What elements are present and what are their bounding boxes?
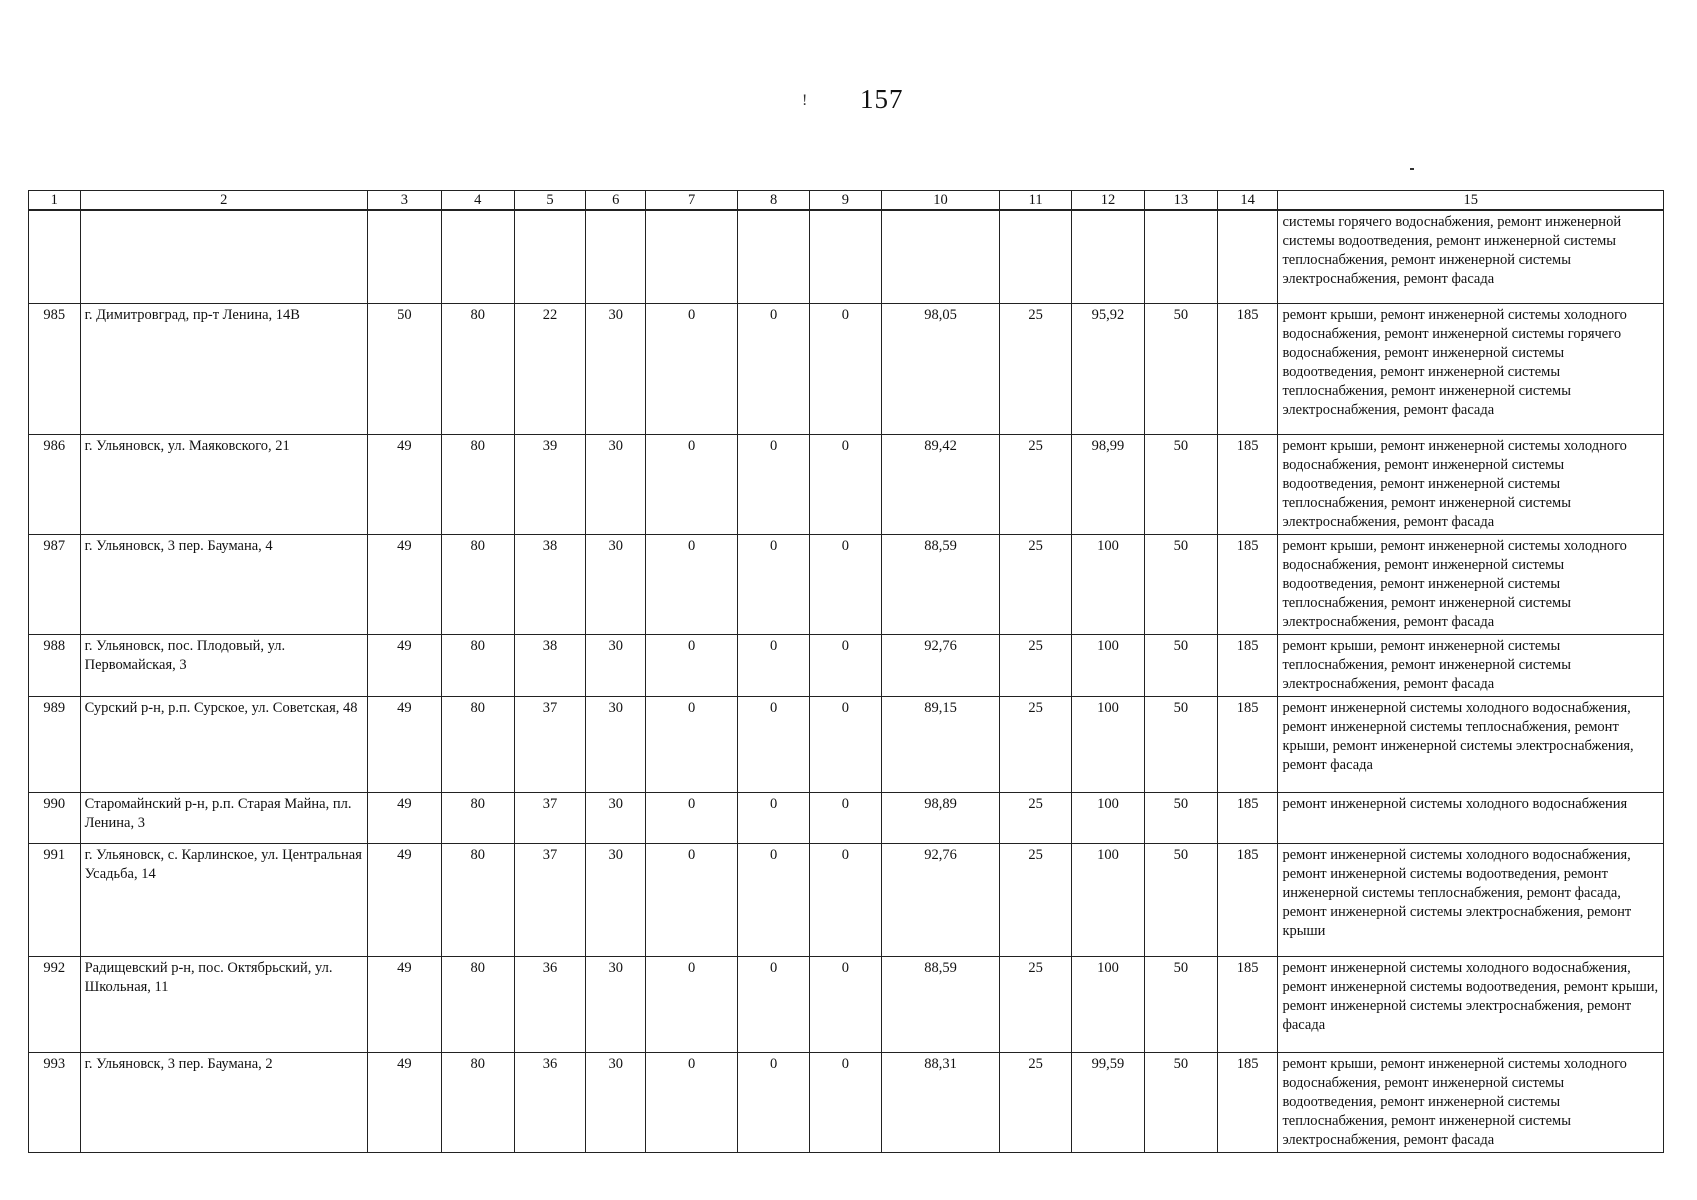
empty-cell (1217, 210, 1278, 304)
table-row (29, 793, 1664, 844)
row-number: 991 (29, 844, 81, 957)
column-header: 11 (1000, 191, 1072, 211)
value-cell: 80 (441, 957, 514, 1053)
value-cell: 36 (514, 957, 586, 1053)
value-cell: 25 (1000, 635, 1072, 697)
value-cell: 100 (1072, 957, 1145, 1053)
value-cell: 50 (1144, 435, 1217, 535)
value-cell: 185 (1217, 535, 1278, 635)
address-cell: Сурский р-н, р.п. Сурское, ул. Советская, 48 (80, 697, 367, 793)
column-header: 12 (1072, 191, 1145, 211)
works-cell: ремонт крыши, ремонт инженерной системы холодного водоснабжения, ремонт инженерной системы водоотведения, ремонт инженерной системы теплоснабжения, ремонт инженерной системы электроснабжения, ремонт фасада (1278, 1053, 1664, 1153)
empty-cell (1072, 210, 1145, 304)
column-header: 15 (1278, 191, 1664, 211)
value-cell: 49 (367, 1053, 441, 1153)
table-row (29, 304, 1664, 435)
column-header: 2 (80, 191, 367, 211)
value-cell: 100 (1072, 697, 1145, 793)
value-cell: 0 (646, 435, 738, 535)
value-cell: 0 (646, 844, 738, 957)
table-row (29, 697, 1664, 793)
value-cell: 0 (738, 1053, 810, 1153)
column-header: 13 (1144, 191, 1217, 211)
value-cell: 38 (514, 635, 586, 697)
value-cell: 80 (441, 844, 514, 957)
row-number: 987 (29, 535, 81, 635)
value-cell: 38 (514, 535, 586, 635)
value-cell: 100 (1072, 793, 1145, 844)
value-cell: 0 (810, 1053, 882, 1153)
column-header: 3 (367, 191, 441, 211)
table-row (29, 957, 1664, 1053)
value-cell: 30 (586, 697, 646, 793)
table-row (29, 1053, 1664, 1153)
table-row (29, 535, 1664, 635)
value-cell: 0 (810, 535, 882, 635)
address-cell: г. Димитровград, пр-т Ленина, 14В (80, 304, 367, 435)
value-cell: 0 (738, 435, 810, 535)
value-cell: 185 (1217, 435, 1278, 535)
column-header: 4 (441, 191, 514, 211)
address-cell: г. Ульяновск, ул. Маяковского, 21 (80, 435, 367, 535)
row-number: 993 (29, 1053, 81, 1153)
empty-cell (738, 210, 810, 304)
value-cell: 0 (738, 304, 810, 435)
column-header: 1 (29, 191, 81, 211)
value-cell: 185 (1217, 635, 1278, 697)
column-header: 8 (738, 191, 810, 211)
value-cell: 0 (810, 635, 882, 697)
value-cell: 92,76 (881, 635, 999, 697)
value-cell: 0 (810, 697, 882, 793)
value-cell: 0 (810, 844, 882, 957)
value-cell: 30 (586, 844, 646, 957)
works-cell: ремонт инженерной системы холодного водоснабжения (1278, 793, 1664, 844)
value-cell: 25 (1000, 435, 1072, 535)
value-cell: 25 (1000, 844, 1072, 957)
value-cell: 100 (1072, 635, 1145, 697)
works-cell: системы горячего водоснабжения, ремонт инженерной системы водоотведения, ремонт инженерной системы теплоснабжения, ремонт инженерной системы электроснабжения, ремонт фасада (1278, 210, 1664, 304)
value-cell: 0 (738, 697, 810, 793)
value-cell: 50 (1144, 957, 1217, 1053)
value-cell: 100 (1072, 535, 1145, 635)
value-cell: 0 (810, 957, 882, 1053)
empty-cell (29, 210, 81, 304)
works-cell: ремонт крыши, ремонт инженерной системы теплоснабжения, ремонт инженерной системы электроснабжения, ремонт фасада (1278, 635, 1664, 697)
empty-cell (367, 210, 441, 304)
value-cell: 92,76 (881, 844, 999, 957)
empty-cell (1144, 210, 1217, 304)
value-cell: 0 (738, 535, 810, 635)
works-cell: ремонт крыши, ремонт инженерной системы холодного водоснабжения, ремонт инженерной системы водоотведения, ремонт инженерной системы теплоснабжения, ремонт инженерной системы электроснабжения, ремонт фасада (1278, 535, 1664, 635)
column-header: 5 (514, 191, 586, 211)
address-cell: Старомайнский р-н, р.п. Старая Майна, пл. Ленина, 3 (80, 793, 367, 844)
empty-cell (80, 210, 367, 304)
empty-cell (646, 210, 738, 304)
value-cell: 30 (586, 635, 646, 697)
value-cell: 0 (810, 304, 882, 435)
value-cell: 50 (1144, 1053, 1217, 1153)
address-cell: г. Ульяновск, пос. Плодовый, ул. Первомайская, 3 (80, 635, 367, 697)
table-row (29, 435, 1664, 535)
row-number: 986 (29, 435, 81, 535)
value-cell: 30 (586, 535, 646, 635)
empty-cell (1000, 210, 1072, 304)
value-cell: 30 (586, 304, 646, 435)
value-cell: 80 (441, 1053, 514, 1153)
row-number: 990 (29, 793, 81, 844)
empty-cell (514, 210, 586, 304)
value-cell: 49 (367, 844, 441, 957)
value-cell: 80 (441, 697, 514, 793)
works-cell: ремонт инженерной системы холодного водоснабжения, ремонт инженерной системы теплоснабжения, ремонт крыши, ремонт инженерной системы электроснабжения, ремонт фасада (1278, 697, 1664, 793)
address-cell: г. Ульяновск, с. Карлинское, ул. Центральная Усадьба, 14 (80, 844, 367, 957)
value-cell: 49 (367, 957, 441, 1053)
value-cell: 185 (1217, 793, 1278, 844)
value-cell: 50 (1144, 635, 1217, 697)
value-cell: 185 (1217, 1053, 1278, 1153)
value-cell: 0 (738, 635, 810, 697)
works-cell: ремонт крыши, ремонт инженерной системы холодного водоснабжения, ремонт инженерной системы горячего водоснабжения, ремонт инженерной системы водоотведения, ремонт инженерной системы теплоснабжения, ремонт инженерной системы электроснабжения, ремонт фасада (1278, 304, 1664, 435)
value-cell: 0 (810, 435, 882, 535)
value-cell: 39 (514, 435, 586, 535)
column-header: 10 (881, 191, 999, 211)
value-cell: 22 (514, 304, 586, 435)
repair-table (28, 190, 1664, 1153)
value-cell: 0 (646, 1053, 738, 1153)
page-number: 157 (860, 84, 904, 114)
value-cell: 0 (738, 957, 810, 1053)
value-cell: 0 (646, 635, 738, 697)
value-cell: 49 (367, 793, 441, 844)
value-cell: 80 (441, 304, 514, 435)
value-cell: 0 (646, 535, 738, 635)
value-cell: 88,31 (881, 1053, 999, 1153)
value-cell: 185 (1217, 697, 1278, 793)
value-cell: 49 (367, 697, 441, 793)
value-cell: 25 (1000, 957, 1072, 1053)
value-cell: 25 (1000, 793, 1072, 844)
works-cell: ремонт крыши, ремонт инженерной системы холодного водоснабжения, ремонт инженерной системы водоотведения, ремонт инженерной системы теплоснабжения, ремонт инженерной системы электроснабжения, ремонт фасада (1278, 435, 1664, 535)
empty-cell (881, 210, 999, 304)
column-header: 7 (646, 191, 738, 211)
value-cell: 30 (586, 435, 646, 535)
value-cell: 0 (738, 844, 810, 957)
value-cell: 80 (441, 435, 514, 535)
table-row (29, 635, 1664, 697)
works-cell: ремонт инженерной системы холодного водоснабжения, ремонт инженерной системы водоотведения, ремонт инженерной системы теплоснабжения, ремонт фасада, ремонт инженерной системы электроснабжения, ремонт крыши (1278, 844, 1664, 957)
column-header: 6 (586, 191, 646, 211)
empty-cell (586, 210, 646, 304)
value-cell: 0 (646, 957, 738, 1053)
row-number: 992 (29, 957, 81, 1053)
row-number: 985 (29, 304, 81, 435)
value-cell: 25 (1000, 1053, 1072, 1153)
value-cell: 88,59 (881, 535, 999, 635)
value-cell: 50 (1144, 697, 1217, 793)
value-cell: 49 (367, 535, 441, 635)
page-mark: ! (802, 92, 808, 109)
row-number: 988 (29, 635, 81, 697)
value-cell: 30 (586, 793, 646, 844)
value-cell: 25 (1000, 535, 1072, 635)
value-cell: 98,05 (881, 304, 999, 435)
value-cell: 50 (1144, 535, 1217, 635)
row-number: 989 (29, 697, 81, 793)
value-cell: 36 (514, 1053, 586, 1153)
value-cell: 80 (441, 635, 514, 697)
address-cell: г. Ульяновск, 3 пер. Баумана, 4 (80, 535, 367, 635)
value-cell: 0 (646, 793, 738, 844)
value-cell: 25 (1000, 697, 1072, 793)
value-cell: 80 (441, 535, 514, 635)
value-cell: 185 (1217, 957, 1278, 1053)
value-cell: 49 (367, 435, 441, 535)
value-cell: 0 (810, 793, 882, 844)
value-cell: 37 (514, 844, 586, 957)
table-row (29, 844, 1664, 957)
value-cell: 50 (367, 304, 441, 435)
scan-speck (1410, 168, 1414, 170)
value-cell: 50 (1144, 793, 1217, 844)
value-cell: 88,59 (881, 957, 999, 1053)
value-cell: 89,15 (881, 697, 999, 793)
column-header: 9 (810, 191, 882, 211)
value-cell: 49 (367, 635, 441, 697)
value-cell: 25 (1000, 304, 1072, 435)
address-cell: Радищевский р-н, пос. Октябрьский, ул. Школьная, 11 (80, 957, 367, 1053)
value-cell: 0 (738, 793, 810, 844)
value-cell: 185 (1217, 844, 1278, 957)
value-cell: 89,42 (881, 435, 999, 535)
value-cell: 95,92 (1072, 304, 1145, 435)
value-cell: 80 (441, 793, 514, 844)
column-header: 14 (1217, 191, 1278, 211)
value-cell: 50 (1144, 844, 1217, 957)
address-cell: г. Ульяновск, 3 пер. Баумана, 2 (80, 1053, 367, 1153)
value-cell: 0 (646, 697, 738, 793)
value-cell: 37 (514, 793, 586, 844)
value-cell: 98,99 (1072, 435, 1145, 535)
works-cell: ремонт инженерной системы холодного водоснабжения, ремонт инженерной системы водоотведения, ремонт крыши, ремонт инженерной системы электроснабжения, ремонт фасада (1278, 957, 1664, 1053)
header-row (29, 191, 1664, 211)
value-cell: 98,89 (881, 793, 999, 844)
value-cell: 50 (1144, 304, 1217, 435)
value-cell: 100 (1072, 844, 1145, 957)
value-cell: 185 (1217, 304, 1278, 435)
value-cell: 30 (586, 957, 646, 1053)
value-cell: 0 (646, 304, 738, 435)
value-cell: 37 (514, 697, 586, 793)
continuation-row (29, 210, 1664, 304)
empty-cell (810, 210, 882, 304)
value-cell: 99,59 (1072, 1053, 1145, 1153)
value-cell: 30 (586, 1053, 646, 1153)
empty-cell (441, 210, 514, 304)
